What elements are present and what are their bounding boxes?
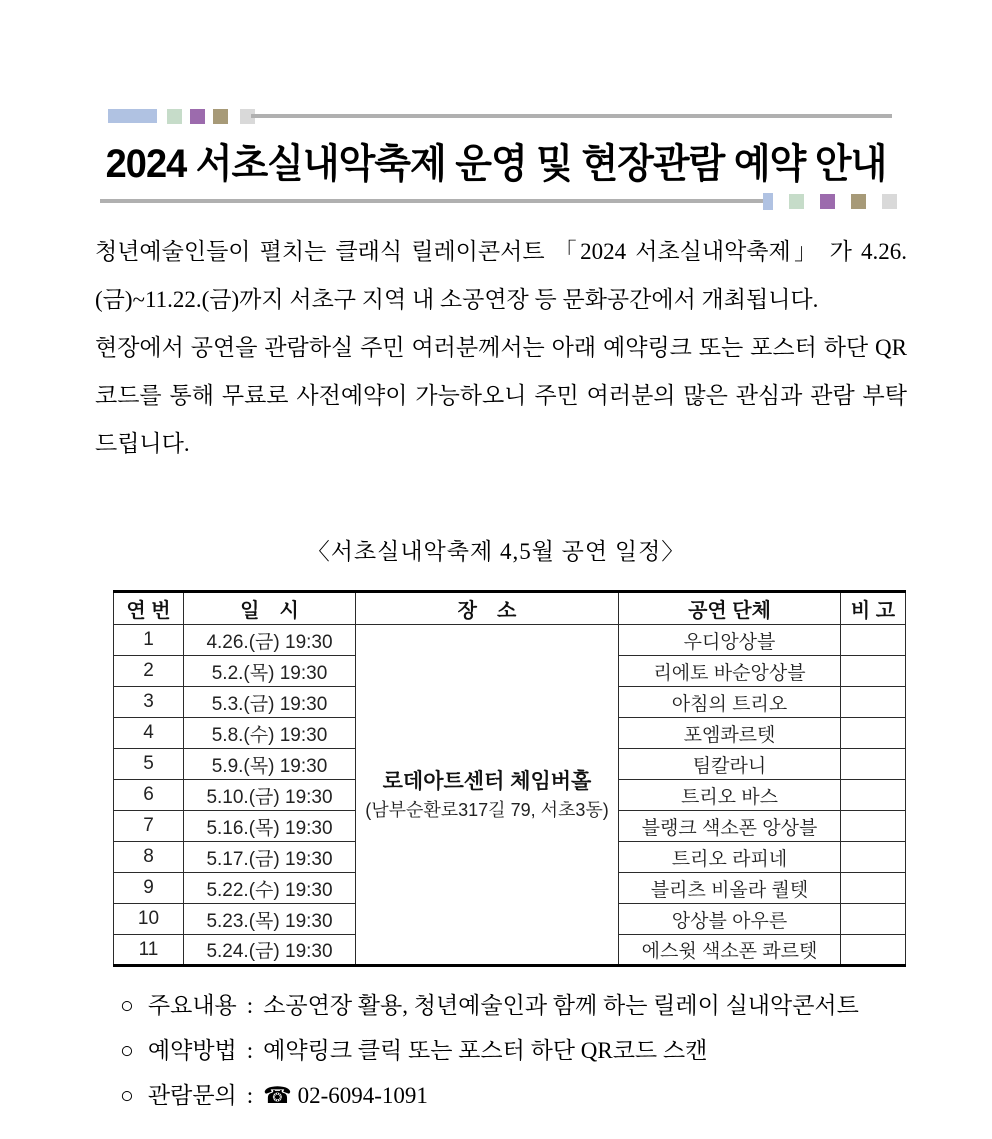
cell-group: 아침의 트리오 — [619, 687, 841, 718]
cell-datetime: 5.24.(금) 19:30 — [184, 935, 356, 966]
cell-group: 리에토 바순앙상블 — [619, 656, 841, 687]
note-separator: : — [246, 1083, 254, 1108]
cell-note — [841, 718, 906, 749]
deco-line-top — [251, 114, 892, 118]
cell-note — [841, 935, 906, 966]
schedule-table-body — [114, 625, 906, 966]
cell-datetime: 5.2.(목) 19:30 — [184, 656, 356, 687]
cell-note — [841, 904, 906, 935]
deco-line-bottom — [100, 199, 763, 203]
title-underline-decoration — [100, 192, 897, 210]
cell-group: 트리오 라피네 — [619, 842, 841, 873]
cell-datetime: 5.22.(수) 19:30 — [184, 873, 356, 904]
header-datetime: 일 시 — [184, 592, 356, 625]
header-number: 연 번 — [114, 592, 184, 625]
note-separator: : — [246, 993, 254, 1018]
cell-datetime: 5.16.(목) 19:30 — [184, 811, 356, 842]
note-text: 예약링크 클릭 또는 포스터 하단 QR코드 스캔 — [263, 1038, 708, 1063]
venue-name: 로데아트센터 체임버홀 — [382, 770, 592, 794]
table-header-row — [114, 592, 906, 625]
body-text — [95, 228, 907, 468]
note-label: 주요내용 — [147, 993, 237, 1018]
cell-group: 에스윗 색소폰 콰르텟 — [619, 935, 841, 966]
header-note: 비 고 — [841, 592, 906, 625]
header-venue: 장 소 — [356, 592, 619, 625]
cell-datetime: 4.26.(금) 19:30 — [184, 625, 356, 656]
cell-note — [841, 842, 906, 873]
cell-group: 앙상블 아우른 — [619, 904, 841, 935]
cell-note — [841, 780, 906, 811]
cell-number: 1 — [114, 625, 184, 656]
cell-number: 7 — [114, 811, 184, 842]
cell-group: 트리오 바스 — [619, 780, 841, 811]
note-label: 관람문의 — [147, 1083, 237, 1108]
deco-square-purple — [190, 109, 205, 124]
page-title: 2024 서초실내악축제 운영 및 현장관람 예약 안내 — [105, 142, 887, 187]
deco-square-green — [167, 109, 182, 124]
cell-note — [841, 749, 906, 780]
cell-number: 6 — [114, 780, 184, 811]
note-summary — [120, 983, 917, 1028]
circle-bullet-icon: ○ — [120, 1083, 134, 1108]
note-separator: : — [246, 1038, 254, 1063]
cell-group: 우디앙상블 — [619, 625, 841, 656]
note-text: ☎ 02-6094-1091 — [263, 1083, 428, 1108]
paragraph-reservation: 현장에서 공연을 관람하실 주민 여러분께서는 아래 예약링크 또는 포스터 하단 QR코드를 통해 무료로 사전예약이 가능하오니 주민 여러분의 많은 관심과 관람 부탁드립니다. — [95, 335, 907, 456]
header-group: 공연 단체 — [619, 592, 841, 625]
deco-bar-blue — [108, 109, 157, 123]
cell-number: 9 — [114, 873, 184, 904]
cell-number: 10 — [114, 904, 184, 935]
cell-number: 8 — [114, 842, 184, 873]
cell-note — [841, 873, 906, 904]
cell-number: 5 — [114, 749, 184, 780]
deco-square-gray — [882, 194, 897, 209]
note-text: 소공연장 활용, 청년예술인과 함께 하는 릴레이 실내악콘서트 — [263, 993, 859, 1018]
note-contact — [120, 1073, 917, 1118]
cell-datetime: 5.8.(수) 19:30 — [184, 718, 356, 749]
note-label: 예약방법 — [147, 1038, 237, 1063]
cell-note — [841, 656, 906, 687]
top-decoration — [108, 108, 892, 124]
cell-note — [841, 625, 906, 656]
deco-square-tan — [851, 194, 866, 209]
cell-group: 팀칼라니 — [619, 749, 841, 780]
cell-group: 블랭크 색소폰 앙상블 — [619, 811, 841, 842]
deco-square-tan — [213, 109, 228, 124]
cell-group: 블리츠 비올라 퀄텟 — [619, 873, 841, 904]
cell-datetime: 5.17.(금) 19:30 — [184, 842, 356, 873]
cell-group: 포엠콰르텟 — [619, 718, 841, 749]
table-row — [114, 625, 906, 656]
cell-datetime: 5.23.(목) 19:30 — [184, 904, 356, 935]
venue-cell — [356, 625, 619, 966]
deco-square-purple — [820, 194, 835, 209]
circle-bullet-icon: ○ — [120, 1038, 134, 1063]
cell-number: 4 — [114, 718, 184, 749]
cell-note — [841, 811, 906, 842]
schedule-table — [113, 590, 906, 967]
table-caption: 〈서초실내악축제 4,5월 공연 일정〉 — [306, 539, 686, 564]
cell-datetime: 5.10.(금) 19:30 — [184, 780, 356, 811]
cell-number: 2 — [114, 656, 184, 687]
circle-bullet-icon: ○ — [120, 993, 134, 1018]
venue-address: (남부순환로317길 79, 서초3동) — [365, 799, 609, 820]
notes-section — [120, 983, 917, 1118]
deco-square-blue-small — [763, 193, 773, 210]
deco-square-green — [789, 194, 804, 209]
note-howto — [120, 1028, 917, 1073]
cell-number: 3 — [114, 687, 184, 718]
cell-note — [841, 687, 906, 718]
paragraph-intro: 청년예술인들이 펼치는 클래식 릴레이콘서트 「2024 서초실내악축제」 가 4.26.(금)~11.22.(금)까지 서초구 지역 내 소공연장 등 문화공간에서 개최됩니다. — [95, 239, 907, 312]
cell-datetime: 5.3.(금) 19:30 — [184, 687, 356, 718]
cell-datetime: 5.9.(목) 19:30 — [184, 749, 356, 780]
cell-number: 11 — [114, 935, 184, 966]
